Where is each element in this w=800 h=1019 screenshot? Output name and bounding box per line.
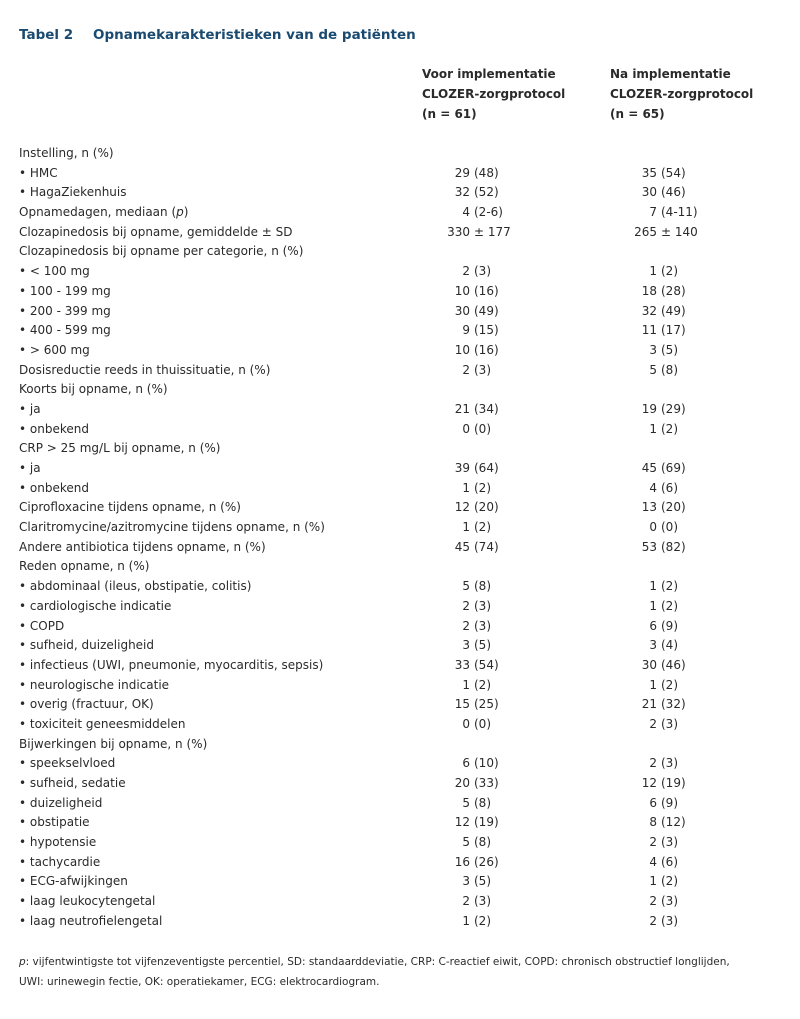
table-row	[19, 754, 779, 774]
after-count: 45	[641, 461, 657, 475]
table-row	[19, 833, 779, 853]
before-count: 1	[462, 677, 470, 692]
before-percent: (64)	[474, 461, 499, 475]
before-count: 5	[462, 835, 470, 850]
table-row	[19, 912, 779, 932]
after-percent: (49)	[661, 303, 686, 318]
row-label: • HagaZiekenhuis	[19, 185, 127, 200]
after-percent: (19)	[661, 776, 686, 790]
row-label: Dosisreductie reeds in thuissituatie, n (%)	[19, 362, 271, 377]
after-count: 7	[649, 205, 657, 220]
before-count: 20	[454, 776, 470, 790]
row-label: Clozapinedosis bij opname, gemiddelde ± SD	[19, 224, 293, 239]
table-row	[19, 557, 779, 577]
before-percent: (52)	[474, 185, 499, 200]
table-row	[19, 656, 779, 676]
table-row	[19, 321, 779, 341]
row-label: • laag leukocytengetal	[19, 894, 156, 909]
before-percent: (2-6)	[474, 205, 503, 220]
after-percent: (2)	[661, 421, 678, 436]
after-percent: (8)	[661, 362, 678, 377]
after-count: 265	[634, 224, 657, 239]
after-count: 0	[649, 520, 657, 535]
after-percent: (3)	[661, 835, 678, 850]
before-count: 0	[462, 716, 470, 731]
table-row	[19, 538, 779, 558]
column-header-line: CLOZER-zorgprotocol	[422, 87, 566, 101]
after-percent: (6)	[661, 854, 678, 869]
row-label: • obstipatie	[19, 815, 90, 830]
footnote-line-1-text: : vijfentwintigste tot vijfenzeventigste percentiel, SD: standaarddeviatie, CRP: C-reactief eiwit, COPD: chronisch obstructief longlijden,	[25, 956, 730, 968]
before-percent: (74)	[474, 539, 499, 554]
after-percent: (17)	[661, 323, 686, 338]
p-symbol: p	[176, 205, 184, 220]
before-percent: (5)	[474, 638, 491, 653]
after-count: 13	[641, 500, 657, 515]
table-row	[19, 341, 779, 361]
before-count: 4	[462, 205, 470, 220]
before-percent: (48)	[474, 165, 499, 180]
table-body	[19, 144, 779, 932]
before-percent: (54)	[474, 657, 499, 672]
before-percent: (8)	[474, 835, 491, 850]
table-row	[19, 223, 779, 243]
before-percent: (19)	[474, 815, 499, 830]
before-percent: (15)	[474, 323, 499, 338]
table-row	[19, 695, 779, 715]
table-row	[19, 794, 779, 814]
after-percent: (54)	[661, 165, 686, 180]
after-count: 4	[649, 854, 657, 869]
after-percent: (5)	[661, 342, 678, 357]
before-count: 2	[462, 894, 470, 909]
before-percent: (0)	[474, 421, 491, 436]
table-row	[19, 183, 779, 203]
table-row	[19, 459, 779, 479]
before-percent: (3)	[474, 264, 491, 279]
before-percent: (8)	[474, 795, 491, 810]
before-percent: (26)	[474, 854, 499, 869]
row-label: • abdominaal (ileus, obstipatie, colitis)	[19, 579, 252, 594]
before-count: 32	[454, 185, 470, 200]
after-count: 8	[649, 815, 657, 830]
table-row	[19, 439, 779, 459]
before-count: 2	[462, 618, 470, 633]
before-percent: (25)	[474, 697, 499, 712]
row-label: • COPD	[19, 618, 65, 633]
before-percent: (20)	[474, 500, 499, 515]
before-count: 0	[462, 421, 470, 436]
table-row	[19, 361, 779, 381]
row-label: Koorts bij opname, n (%)	[19, 382, 168, 397]
before-percent: (33)	[474, 776, 499, 790]
after-count: 30	[641, 657, 657, 672]
table-row	[19, 597, 779, 617]
after-percent: (20)	[661, 500, 686, 515]
table-row	[19, 735, 779, 755]
table-row	[19, 420, 779, 440]
after-count: 2	[649, 913, 657, 928]
footnote	[19, 952, 779, 992]
after-count: 35	[641, 165, 657, 180]
before-percent: (5)	[474, 874, 491, 889]
row-label: Clozapinedosis bij opname per categorie, n (%)	[19, 244, 304, 259]
column-header-line: (n = 61)	[422, 107, 477, 121]
after-percent: (4)	[661, 638, 678, 653]
after-percent: (2)	[661, 264, 678, 279]
after-percent: (0)	[661, 520, 678, 535]
before-count: 15	[454, 697, 470, 712]
row-label: • sufheid, sedatie	[19, 776, 126, 790]
before-percent: (2)	[474, 520, 491, 535]
before-count: 30	[454, 303, 470, 318]
row-label: • onbekend	[19, 480, 89, 495]
before-count: 29	[454, 165, 470, 180]
after-percent: (3)	[661, 913, 678, 928]
table-row	[19, 262, 779, 282]
before-count: 16	[454, 854, 470, 869]
row-label: Reden opname, n (%)	[19, 559, 150, 574]
row-label: • tachycardie	[19, 854, 101, 869]
table-row	[19, 715, 779, 735]
after-percent: ± 140	[661, 224, 698, 239]
row-label: • hypotensie	[19, 835, 97, 850]
footnote-line-1	[19, 952, 779, 972]
after-count: 21	[641, 697, 657, 712]
after-count: 3	[649, 342, 657, 357]
table-row	[19, 676, 779, 696]
after-count: 2	[649, 894, 657, 909]
before-count: 21	[454, 401, 470, 416]
row-label: • < 100 mg	[19, 264, 90, 279]
table-row	[19, 498, 779, 518]
after-percent: (12)	[661, 815, 686, 830]
after-percent: (6)	[661, 480, 678, 495]
row-label: • speekselvloed	[19, 756, 116, 771]
row-label: • 100 - 199 mg	[19, 283, 111, 298]
before-percent: (34)	[474, 401, 499, 416]
before-count: 1	[462, 480, 470, 495]
table-row	[19, 774, 779, 794]
after-percent: (9)	[661, 618, 678, 633]
after-count: 2	[649, 756, 657, 771]
before-percent: (2)	[474, 677, 491, 692]
table-row	[19, 203, 779, 223]
after-percent: (69)	[661, 461, 686, 475]
after-count: 30	[641, 185, 657, 200]
before-percent: (16)	[474, 283, 499, 298]
before-count: 3	[462, 874, 470, 889]
after-percent: (3)	[661, 716, 678, 731]
before-count: 9	[462, 323, 470, 338]
after-count: 1	[649, 677, 657, 692]
before-count: 10	[454, 283, 470, 298]
table-row	[19, 577, 779, 597]
row-label: • sufheid, duizeligheid	[19, 638, 155, 653]
row-label: • ECG-afwijkingen	[19, 874, 128, 889]
after-percent: (3)	[661, 756, 678, 771]
before-percent: ± 177	[474, 224, 511, 239]
row-label: Ciprofloxacine tijdens opname, n (%)	[19, 500, 241, 515]
before-count: 12	[454, 815, 470, 830]
row-label: • neurologische indicatie	[19, 677, 170, 692]
after-count: 11	[641, 323, 657, 338]
after-percent: (9)	[661, 795, 678, 810]
row-label: • onbekend	[19, 421, 89, 436]
before-percent: (3)	[474, 598, 491, 613]
row-label: • HMC	[19, 165, 58, 180]
column-header-line: Na implementatie	[610, 67, 731, 81]
table-row	[19, 853, 779, 873]
table-row	[19, 813, 779, 833]
row-label: • overig (fractuur, OK)	[19, 697, 154, 712]
before-count: 5	[462, 795, 470, 810]
before-count: 45	[454, 539, 470, 554]
before-count: 5	[462, 579, 470, 594]
table-row	[19, 282, 779, 302]
column-header-before	[422, 64, 565, 124]
table-row	[19, 872, 779, 892]
table-row	[19, 892, 779, 912]
before-count: 3	[462, 638, 470, 653]
column-header-line: CLOZER-zorgprotocol	[610, 87, 754, 101]
after-count: 19	[641, 401, 657, 416]
after-count: 4	[649, 480, 657, 495]
after-count: 12	[641, 776, 657, 790]
row-label: • laag neutrofielengetal	[19, 913, 163, 928]
row-label: • > 600 mg	[19, 342, 90, 357]
after-count: 5	[649, 362, 657, 377]
before-percent: (49)	[474, 303, 499, 318]
row-label: CRP > 25 mg/L bij opname, n (%)	[19, 441, 221, 456]
after-percent: (46)	[661, 185, 686, 200]
row-label: Andere antibiotica tijdens opname, n (%)	[19, 539, 266, 554]
table-row	[19, 636, 779, 656]
after-count: 6	[649, 795, 657, 810]
row-label: • ja	[19, 461, 41, 475]
after-percent: (46)	[661, 657, 686, 672]
footnote-p-symbol: p	[19, 956, 26, 968]
before-count: 6	[462, 756, 470, 771]
table-row	[19, 400, 779, 420]
before-count: 33	[454, 657, 470, 672]
row-label: • toxiciteit geneesmiddelen	[19, 716, 186, 731]
row-label: Claritromycine/azitromycine tijdens opname, n (%)	[19, 520, 325, 535]
row-label: • ja	[19, 401, 41, 416]
after-percent: (32)	[661, 697, 686, 712]
before-count: 2	[462, 264, 470, 279]
after-percent: (28)	[661, 283, 686, 298]
before-count: 10	[454, 342, 470, 357]
after-percent: (29)	[661, 401, 686, 416]
row-label: Opnamedagen, mediaan (p)	[19, 205, 189, 220]
footnote-line-2: UWI: urinewegin fectie, OK: operatiekamer, ECG: elektrocardiogram.	[19, 976, 380, 988]
table-row	[19, 617, 779, 637]
table-row	[19, 479, 779, 499]
column-header-line: Voor implementatie	[422, 67, 556, 81]
after-percent: (2)	[661, 677, 678, 692]
before-percent: (3)	[474, 618, 491, 633]
after-percent: (2)	[661, 579, 678, 594]
table-row	[19, 242, 779, 262]
row-label: • 200 - 399 mg	[19, 303, 111, 318]
after-percent: (2)	[661, 598, 678, 613]
after-count: 2	[649, 835, 657, 850]
before-percent: (16)	[474, 342, 499, 357]
table-title: Opnamekarakteristieken van de patiënten	[93, 27, 416, 43]
after-percent: (4-11)	[661, 205, 698, 220]
row-label: Bijwerkingen bij opname, n (%)	[19, 736, 208, 751]
after-percent: (82)	[661, 539, 686, 554]
before-count: 1	[462, 913, 470, 928]
row-label: • infectieus (UWI, pneumonie, myocarditis, sepsis)	[19, 657, 324, 672]
after-count: 53	[641, 539, 657, 554]
before-count: 1	[462, 520, 470, 535]
before-count: 2	[462, 362, 470, 377]
table-row	[19, 380, 779, 400]
table-label: Tabel 2	[19, 27, 74, 43]
row-label: • cardiologische indicatie	[19, 598, 172, 613]
after-count: 1	[649, 874, 657, 889]
after-percent: (2)	[661, 874, 678, 889]
after-count: 1	[649, 579, 657, 594]
after-count: 3	[649, 638, 657, 653]
table-row	[19, 164, 779, 184]
before-percent: (10)	[474, 756, 499, 771]
row-label: Instelling, n (%)	[19, 146, 114, 160]
table-row	[19, 302, 779, 322]
before-percent: (0)	[474, 716, 491, 731]
before-percent: (3)	[474, 894, 491, 909]
after-count: 32	[641, 303, 657, 318]
after-count: 1	[649, 598, 657, 613]
after-count: 1	[649, 264, 657, 279]
table-row	[19, 144, 779, 164]
after-percent: (3)	[661, 894, 678, 909]
before-percent: (8)	[474, 579, 491, 594]
after-count: 6	[649, 618, 657, 633]
before-count: 330	[447, 224, 470, 239]
column-header-after	[610, 64, 753, 124]
after-count: 18	[641, 283, 657, 298]
before-percent: (2)	[474, 480, 491, 495]
before-count: 39	[454, 461, 470, 475]
column-header-line: (n = 65)	[610, 107, 665, 121]
before-count: 12	[454, 500, 470, 515]
before-percent: (3)	[474, 362, 491, 377]
after-count: 2	[649, 716, 657, 731]
after-count: 1	[649, 421, 657, 436]
row-label: • 400 - 599 mg	[19, 323, 111, 338]
before-count: 2	[462, 598, 470, 613]
row-label: • duizeligheid	[19, 795, 103, 810]
table-row	[19, 518, 779, 538]
before-percent: (2)	[474, 913, 491, 928]
